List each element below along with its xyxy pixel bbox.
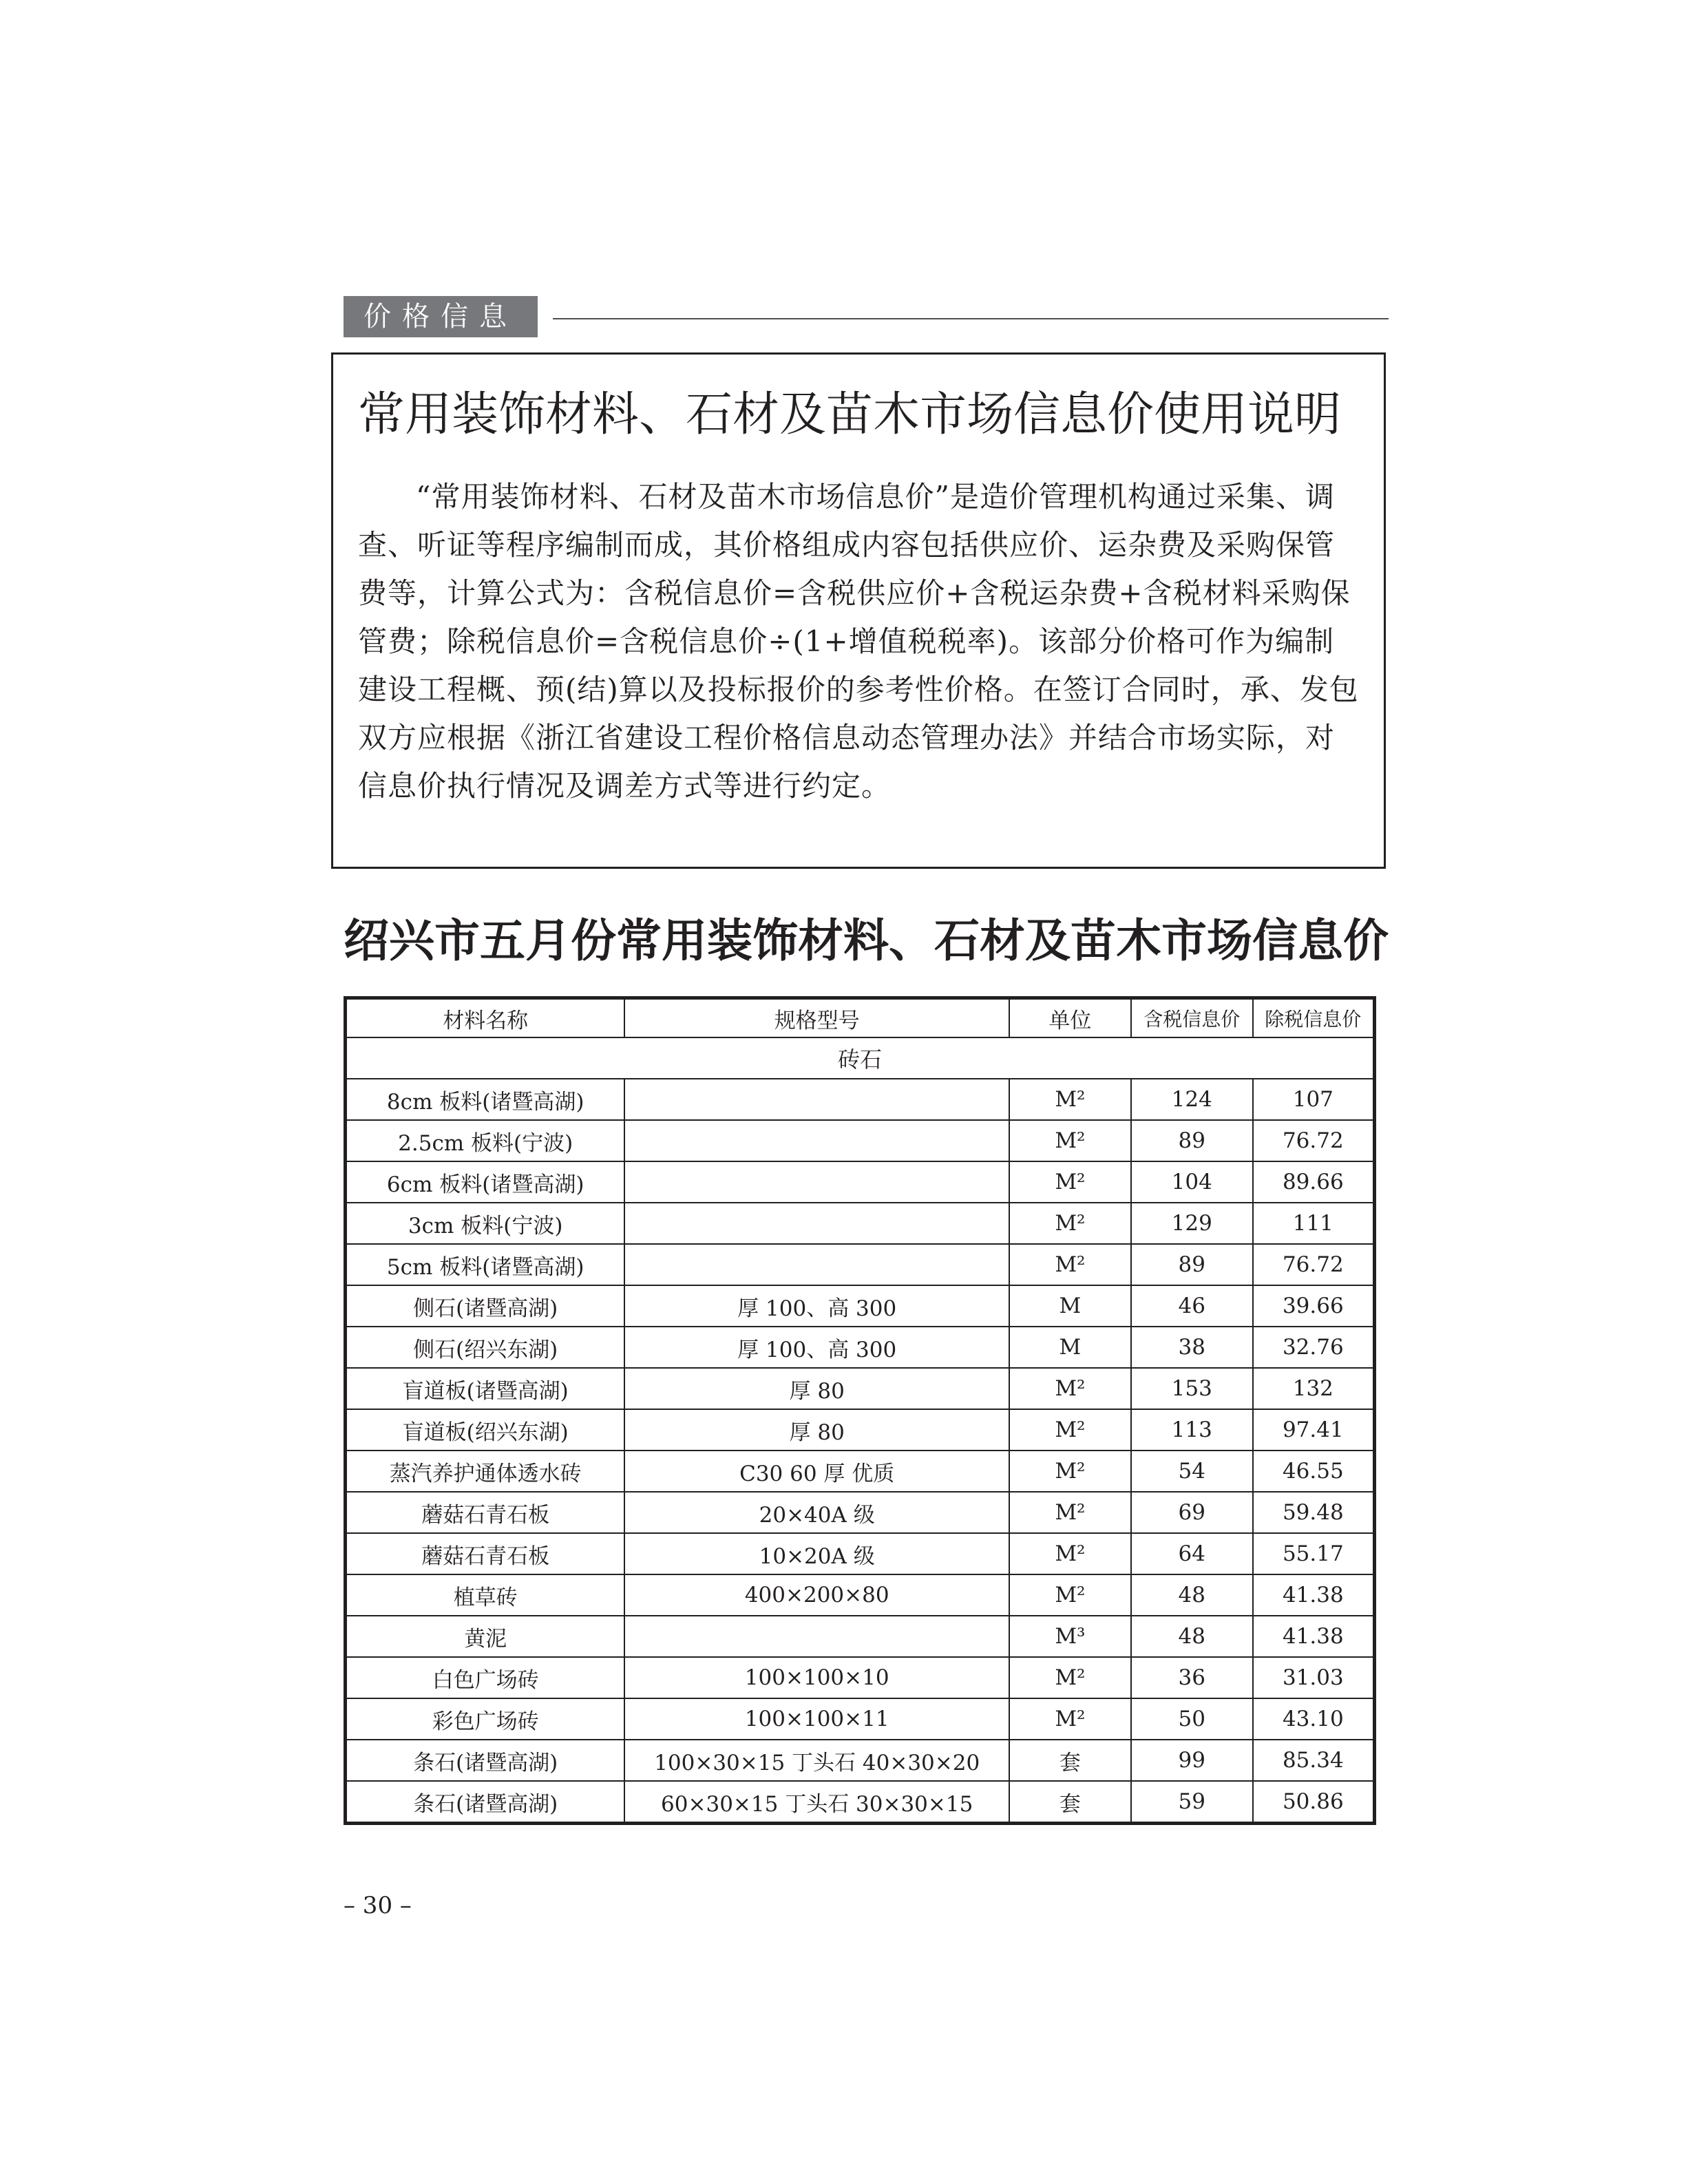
table-row [346, 1657, 1375, 1698]
cell-spec [624, 1161, 1009, 1203]
cell-spec: 厚 80 [624, 1409, 1009, 1451]
cell-price-tax-excluded: 39.66 [1253, 1285, 1375, 1327]
cell-unit: M² [1009, 1533, 1131, 1574]
cell-spec: C30 60 厚 优质 [624, 1451, 1009, 1492]
table-row [346, 1533, 1375, 1574]
cell-price-tax-excluded: 59.48 [1253, 1492, 1375, 1533]
header-price-tax-excluded: 除税信息价 [1253, 998, 1375, 1038]
cell-price-tax-excluded: 76.72 [1253, 1244, 1375, 1285]
table-row [346, 1616, 1375, 1657]
notice-paragraph: “常用装饰材料、石材及苗木市场信息价”是造价管理机构通过采集、调查、听证等程序编制而成，其价格组成内容包括供应价、运杂费及采购保管费等，计算公式为：含税信息价=含税供应价+含税运杂费+含税材料采购保管费；除税信息价=含税信息价÷(1+增值税税率)。该部分价格可作为编制建设工程概、预(结)算以及投标报价的参考性价格。在签订合同时，承、发包双方应根据《浙江省建设工程价格信息动态管理办法》并结合市场实际，对信息价执行情况及调差方式等进行约定。 [358, 480, 1359, 803]
cell-unit: M² [1009, 1368, 1131, 1409]
cell-material-name: 条石(诸暨高湖) [346, 1740, 625, 1781]
cell-unit: M² [1009, 1244, 1131, 1285]
cell-material-name: 蘑菇石青石板 [346, 1492, 625, 1533]
cell-unit: M² [1009, 1203, 1131, 1244]
cell-price-tax-included: 129 [1131, 1203, 1253, 1244]
cell-price-tax-excluded: 31.03 [1253, 1657, 1375, 1698]
notice-title: 常用装饰材料、石材及苗木市场信息价使用说明 [358, 388, 1342, 442]
cell-price-tax-included: 54 [1131, 1451, 1253, 1492]
cell-material-name: 彩色广场砖 [346, 1698, 625, 1740]
cell-material-name: 3cm 板料(宁波) [346, 1203, 625, 1244]
cell-spec: 厚 100、高 300 [624, 1327, 1009, 1368]
notice-body [358, 473, 1363, 810]
cell-spec: 100×30×15 丁头石 40×30×20 [624, 1740, 1009, 1781]
header-spec: 规格型号 [624, 998, 1009, 1038]
cell-unit: M [1009, 1285, 1131, 1327]
cell-unit: M² [1009, 1574, 1131, 1616]
cell-price-tax-included: 153 [1131, 1368, 1253, 1409]
cell-unit: M² [1009, 1451, 1131, 1492]
cell-unit: M² [1009, 1657, 1131, 1698]
usage-notice-box [331, 352, 1386, 869]
table-row [346, 1574, 1375, 1616]
cell-unit: M² [1009, 1492, 1131, 1533]
table-row [346, 1781, 1375, 1824]
table-row [346, 1368, 1375, 1409]
cell-spec [624, 1616, 1009, 1657]
cell-price-tax-included: 46 [1131, 1285, 1253, 1327]
cell-price-tax-excluded: 32.76 [1253, 1327, 1375, 1368]
cell-price-tax-included: 113 [1131, 1409, 1253, 1451]
header-unit: 单位 [1009, 998, 1131, 1038]
section-tag: 价格信息 [344, 296, 538, 337]
cell-material-name: 8cm 板料(诸暨高湖) [346, 1079, 625, 1120]
cell-price-tax-included: 64 [1131, 1533, 1253, 1574]
section-header [344, 296, 1389, 337]
cell-price-tax-excluded: 107 [1253, 1079, 1375, 1120]
table-title: 绍兴市五月份常用装饰材料、石材及苗木市场信息价 [344, 914, 1389, 967]
cell-spec [624, 1203, 1009, 1244]
header-price-tax-included: 含税信息价 [1131, 998, 1253, 1038]
table-row [346, 1409, 1375, 1451]
cell-unit: M² [1009, 1161, 1131, 1203]
cell-price-tax-excluded: 41.38 [1253, 1574, 1375, 1616]
cell-spec [624, 1244, 1009, 1285]
cell-price-tax-excluded: 43.10 [1253, 1698, 1375, 1740]
cell-spec: 60×30×15 丁头石 30×30×15 [624, 1781, 1009, 1824]
header-material-name: 材料名称 [346, 998, 625, 1038]
table-row [346, 1161, 1375, 1203]
cell-price-tax-excluded: 89.66 [1253, 1161, 1375, 1203]
category-label: 砖石 [346, 1037, 1375, 1079]
cell-material-name: 蒸汽养护通体透水砖 [346, 1451, 625, 1492]
cell-price-tax-included: 48 [1131, 1616, 1253, 1657]
cell-spec: 厚 80 [624, 1368, 1009, 1409]
table-row [346, 1120, 1375, 1161]
cell-unit: 套 [1009, 1781, 1131, 1824]
cell-price-tax-excluded: 97.41 [1253, 1409, 1375, 1451]
cell-price-tax-excluded: 55.17 [1253, 1533, 1375, 1574]
cell-material-name: 盲道板(诸暨高湖) [346, 1368, 625, 1409]
cell-material-name: 蘑菇石青石板 [346, 1533, 625, 1574]
cell-price-tax-excluded: 41.38 [1253, 1616, 1375, 1657]
cell-spec: 20×40A 级 [624, 1492, 1009, 1533]
cell-spec: 厚 100、高 300 [624, 1285, 1009, 1327]
cell-unit: 套 [1009, 1740, 1131, 1781]
cell-unit: M³ [1009, 1616, 1131, 1657]
cell-material-name: 5cm 板料(诸暨高湖) [346, 1244, 625, 1285]
cell-spec: 100×100×11 [624, 1698, 1009, 1740]
table-row [346, 1492, 1375, 1533]
cell-price-tax-included: 89 [1131, 1120, 1253, 1161]
cell-spec [624, 1120, 1009, 1161]
cell-unit: M² [1009, 1079, 1131, 1120]
table-row [346, 1285, 1375, 1327]
cell-unit: M² [1009, 1409, 1131, 1451]
cell-unit: M² [1009, 1698, 1131, 1740]
cell-spec: 100×100×10 [624, 1657, 1009, 1698]
cell-price-tax-excluded: 132 [1253, 1368, 1375, 1409]
table-row [346, 1327, 1375, 1368]
cell-material-name: 6cm 板料(诸暨高湖) [346, 1161, 625, 1203]
cell-material-name: 条石(诸暨高湖) [346, 1781, 625, 1824]
table-body [346, 1037, 1375, 1824]
cell-spec: 10×20A 级 [624, 1533, 1009, 1574]
section-divider [553, 318, 1389, 319]
price-table [344, 996, 1376, 1825]
cell-unit: M² [1009, 1120, 1131, 1161]
cell-material-name: 侧石(诸暨高湖) [346, 1285, 625, 1327]
table-row [346, 1244, 1375, 1285]
table-row [346, 1079, 1375, 1120]
cell-material-name: 侧石(绍兴东湖) [346, 1327, 625, 1368]
cell-price-tax-excluded: 46.55 [1253, 1451, 1375, 1492]
table-row [346, 1203, 1375, 1244]
category-row [346, 1037, 1375, 1079]
table-row [346, 1451, 1375, 1492]
cell-spec: 400×200×80 [624, 1574, 1009, 1616]
cell-price-tax-included: 99 [1131, 1740, 1253, 1781]
table-row [346, 1740, 1375, 1781]
cell-price-tax-excluded: 85.34 [1253, 1740, 1375, 1781]
cell-price-tax-included: 59 [1131, 1781, 1253, 1824]
cell-material-name: 白色广场砖 [346, 1657, 625, 1698]
cell-unit: M [1009, 1327, 1131, 1368]
cell-material-name: 2.5cm 板料(宁波) [346, 1120, 625, 1161]
cell-material-name: 植草砖 [346, 1574, 625, 1616]
cell-price-tax-excluded: 50.86 [1253, 1781, 1375, 1824]
cell-material-name: 黄泥 [346, 1616, 625, 1657]
cell-price-tax-excluded: 76.72 [1253, 1120, 1375, 1161]
cell-price-tax-included: 104 [1131, 1161, 1253, 1203]
page-number: – 30 – [344, 1892, 412, 1919]
cell-price-tax-included: 124 [1131, 1079, 1253, 1120]
cell-material-name: 盲道板(绍兴东湖) [346, 1409, 625, 1451]
cell-price-tax-included: 89 [1131, 1244, 1253, 1285]
cell-price-tax-included: 38 [1131, 1327, 1253, 1368]
cell-spec [624, 1079, 1009, 1120]
cell-price-tax-included: 48 [1131, 1574, 1253, 1616]
cell-price-tax-included: 69 [1131, 1492, 1253, 1533]
cell-price-tax-included: 50 [1131, 1698, 1253, 1740]
table-row [346, 1698, 1375, 1740]
cell-price-tax-included: 36 [1131, 1657, 1253, 1698]
table-header-row [346, 998, 1375, 1038]
cell-price-tax-excluded: 111 [1253, 1203, 1375, 1244]
